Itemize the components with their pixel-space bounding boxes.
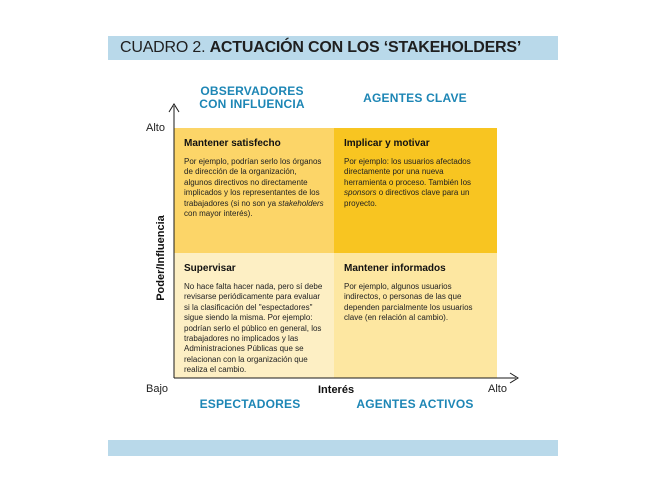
quadrant-heading: Supervisar: [184, 263, 236, 274]
quadrant-body: Por ejemplo: los usuarios afectados directamente por una nueva herramienta o proceso. También los sponsors o directivos clave para un proyecto.: [344, 157, 472, 208]
group-label-observadores: OBSERVADORES CON INFLUENCIA: [199, 84, 305, 111]
title-prefix: CUADRO 2.: [120, 39, 206, 56]
group-label-agentes-activos: AGENTES ACTIVOS: [356, 397, 474, 411]
bottom-bar: [108, 440, 558, 456]
x-axis-high-label: Alto: [488, 383, 507, 395]
group-label-agentes-clave: AGENTES CLAVE: [363, 91, 467, 105]
quadrant-heading: Implicar y motivar: [344, 138, 430, 149]
title-main: ACTUACIÓN CON LOS ‘STAKEHOLDERS’: [209, 39, 522, 56]
x-axis-title: Interés: [318, 384, 355, 396]
group-label-espectadores: ESPECTADORES: [199, 397, 301, 411]
quadrant-body: Por ejemplo, algunos usuarios indirectos, o personas de las que dependen parcialmente los usuarios clave (en relación al cambio).: [344, 282, 473, 323]
quadrant-body: Por ejemplo, podrían serlo los órganos de dirección de la organización, algunos directivos no directamente implicados y los representantes de los trabajadores (si no son ya stakeholders con mayor interés).: [184, 157, 324, 219]
y-axis-title: Poder/Influencia: [155, 215, 167, 301]
y-axis-high-label: Alto: [146, 122, 165, 134]
y-axis-low-label: Bajo: [146, 383, 169, 395]
quadrant-heading: Mantener satisfecho: [184, 138, 281, 149]
quadrant-heading: Mantener informados: [344, 263, 446, 274]
quadrant-body: No hace falta hacer nada, pero sí debe revisarse periódicamente para evaluar si la clasificación del "espectadores" sigue siendo la misma. Por ejemplo: podrían serlo el público en general, los trabajadores no implicados y las Administraciones Públicas que se relacionan con la organización que realiza el cambio.: [184, 282, 323, 375]
